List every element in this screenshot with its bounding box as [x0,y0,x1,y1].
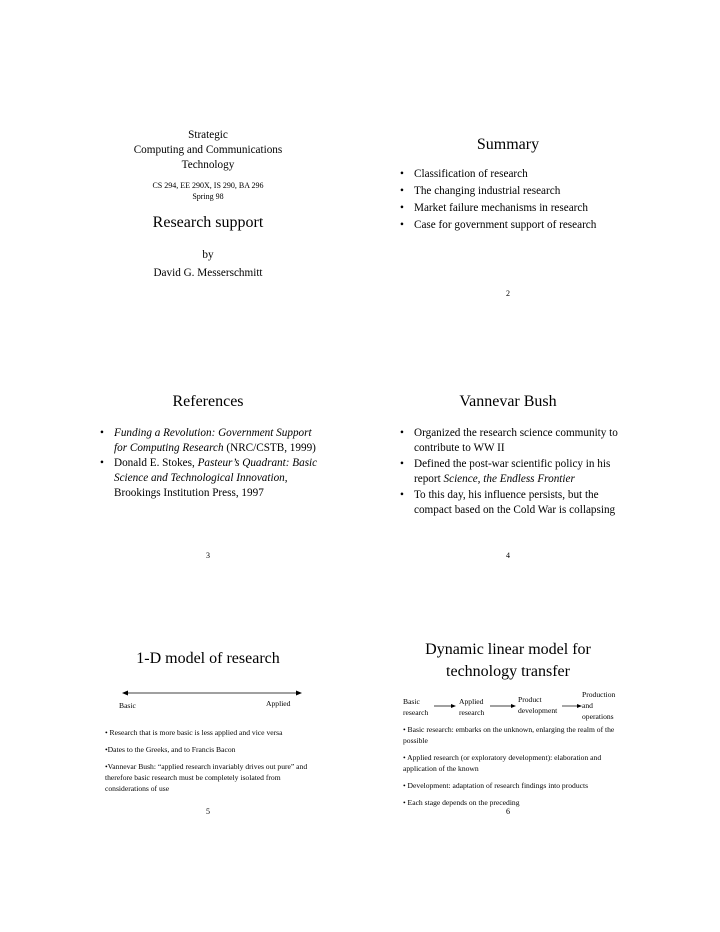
axis-label-basic: Basic [119,701,136,710]
summary-list [400,167,650,233]
page-number: 2 [506,289,510,298]
list-item: • Basic research: embarks on the unknown, enlarging the realm of the possible [403,725,615,745]
axis-label-applied: Applied [266,699,291,708]
course-line-1: Strategic [188,129,228,141]
slide-title: Research support [152,214,264,231]
slide-title: 1-D model of research [136,650,280,667]
stage-basic-research: Basic research [403,697,429,717]
byline [58,248,358,281]
list-item: •Vannevar Bush: “applied research invariably drives out pure” and therefore basic research must be completely isolated from considerations of use [105,762,308,793]
list-item: • Classification of research [400,168,528,180]
course-term: Spring 98 [192,192,224,201]
list-item: • Applied research (or exploratory development): elaboration and application of the known [403,753,602,773]
arrow-icon [434,703,456,709]
course-line-2: Computing and Communications [133,144,283,156]
page-number: 6 [506,807,510,816]
stage-product-development: Product development [518,695,558,715]
list-item: • Funding a Revolution: Government Support for Computing Research (NRC/CSTB, 1999) [100,427,316,454]
stage-applied-research: Applied research [459,697,485,717]
list-item: • Market failure mechanisms in research [400,202,588,214]
slide-title: Vannevar Bush [459,393,557,410]
list-item: • Defined the post-war scientific policy in his report Science, the Endless Frontier [400,458,611,485]
stage-production-operations: Production and operations [582,690,616,721]
list-item: • Each stage depends on the preceding [403,798,520,807]
page-number: 3 [206,551,210,560]
byline-by: by [202,249,214,261]
list-item: • To this day, his influence persists, but the compact based on the Cold War is collapsing [400,489,616,516]
list-item: •Dates to the Greeks, and to Francis Bacon [105,745,236,754]
slide-title [358,639,658,683]
list-item: • Organized the research science community to contribute to WW II [400,427,618,454]
list-item: • The changing industrial research [400,185,561,197]
reference-title: Pasteur’s Quadrant: Basic Science and Technological Innovation [114,457,318,484]
reference-title: Funding a Revolution: Government Support for Computing Research [114,427,312,454]
page-number: 5 [206,807,210,816]
notes-list [105,727,310,800]
references-list [100,426,320,501]
title-line-1: Dynamic linear model for [425,641,591,658]
title-line-2: technology transfer [446,663,570,680]
double-arrow [122,688,302,698]
notes-list [403,724,629,814]
slide-title: References [172,393,244,410]
bush-list [400,426,622,518]
list-item: • Research that is more basic is less applied and vice versa [105,728,283,737]
arrow-icon [490,703,516,709]
arrow-icon [562,703,582,709]
course-line-3: Technology [181,159,235,171]
course-numbers: CS 294, EE 290X, IS 290, BA 296 [152,181,264,190]
list-item: • Case for government support of research [400,219,597,231]
course-name [58,128,358,173]
author-name: David G. Messerschmitt [153,267,263,279]
course-codes [58,180,358,202]
list-item: • Donald E. Stokes, Pasteur’s Quadrant: Basic Science and Technological Innovation, Brookings Institution Press, 1997 [100,457,318,499]
page-number: 4 [506,551,510,560]
slide-title: Summary [476,136,540,153]
report-title: Science, the Endless Frontier [443,473,575,485]
list-item: • Development: adaptation of research findings into products [403,781,589,790]
